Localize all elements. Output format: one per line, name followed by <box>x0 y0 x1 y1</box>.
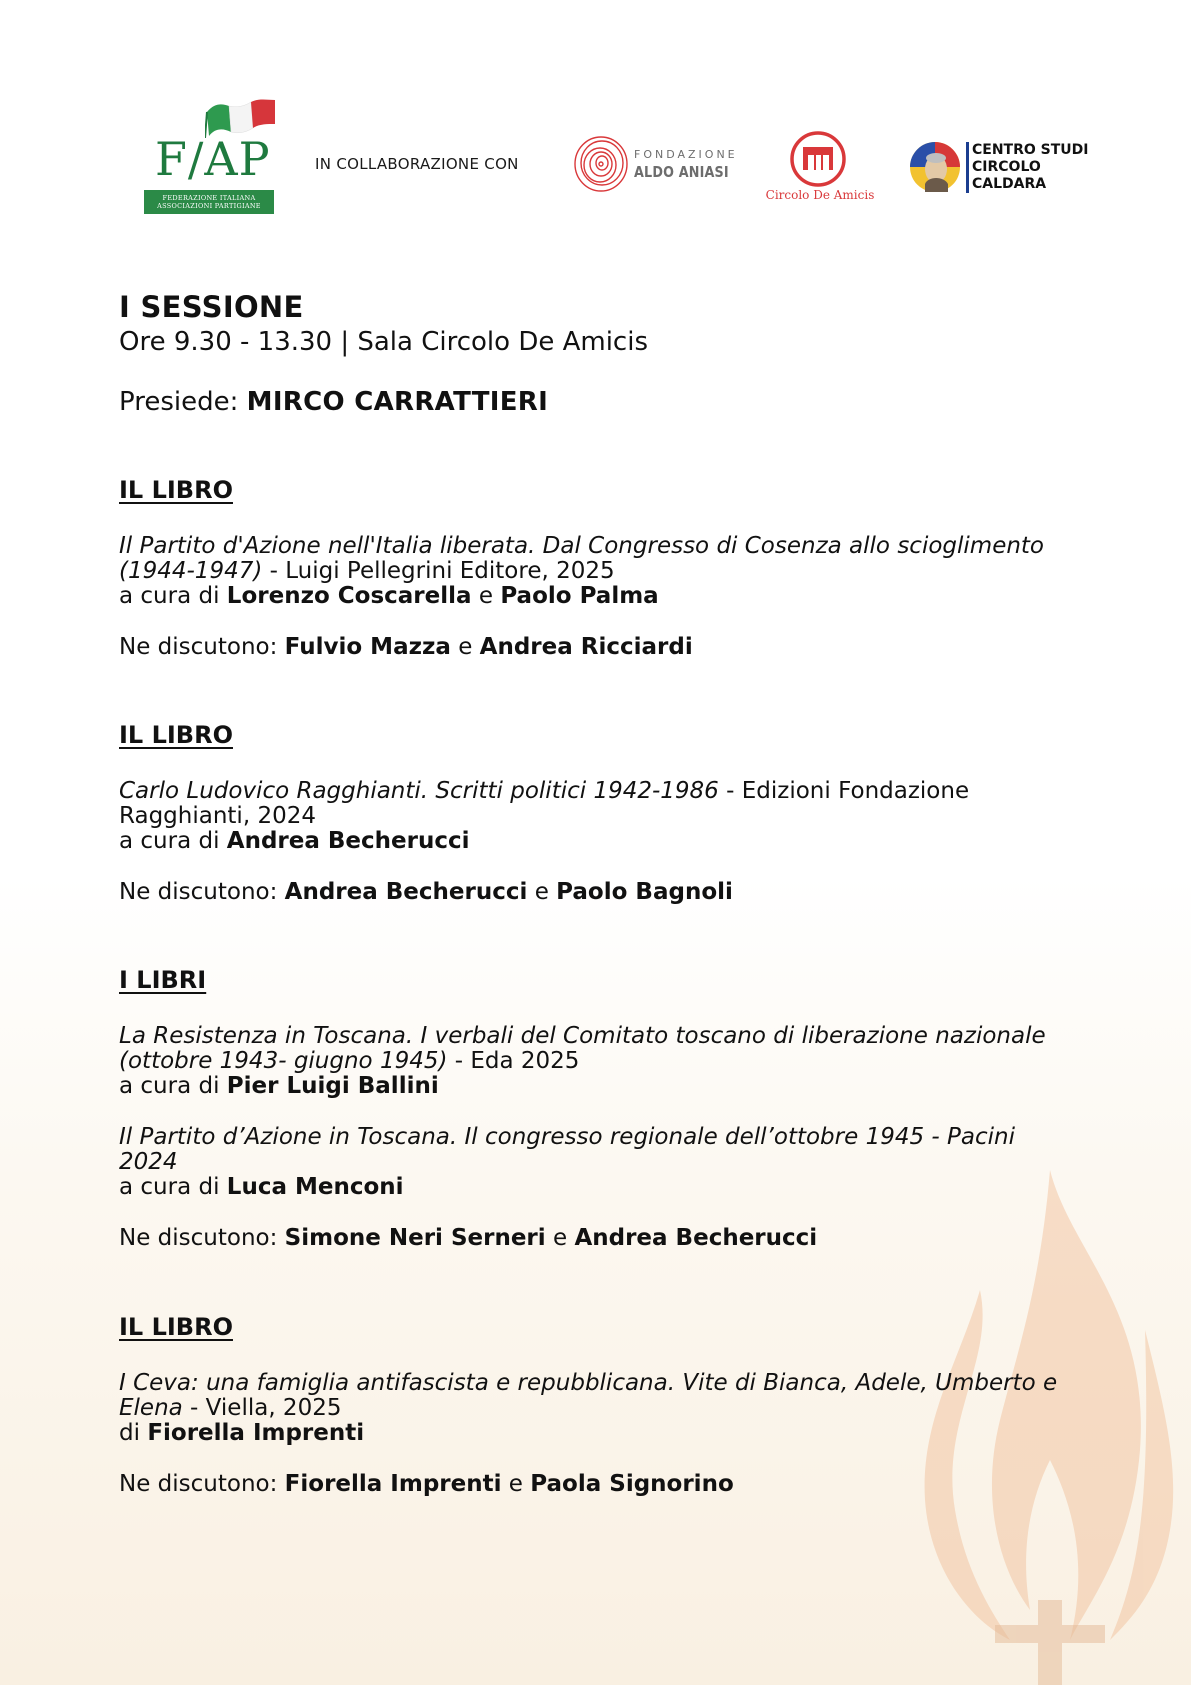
editor-prefix: a cura di <box>119 1073 227 1099</box>
discussant-name: Fulvio Mazza <box>284 634 451 660</box>
discussant-name: Simone Neri Serneri <box>284 1225 546 1251</box>
book-publisher: - Edizioni Fondazione Ragghianti, 2024 <box>119 778 970 829</box>
book-title: Carlo Ludovico Ragghianti. Scritti politici 1942-1986 <box>119 778 719 804</box>
centro-studi-caldara-logo <box>908 140 1089 198</box>
de-amicis-emblem-icon <box>760 130 880 188</box>
book-entry <box>119 779 1079 854</box>
presiede-line <box>119 387 548 417</box>
fiap-band-line2: ASSOCIAZIONI PARTIGIANE <box>157 202 261 210</box>
fiap-logo <box>143 96 276 216</box>
book-entry <box>119 1024 1079 1099</box>
fondazione-aniasi-logo <box>572 133 738 199</box>
collaboration-text: IN COLLABORAZIONE CON <box>315 155 519 173</box>
session-time-place: Ore 9.30 - 13.30 | Sala Circolo De Amicis <box>119 327 649 357</box>
book-publisher: - Luigi Pellegrini Editore, 2025 <box>262 558 615 584</box>
section-heading: IL LIBRO <box>119 721 233 749</box>
book-publisher: - Viella, 2025 <box>182 1395 342 1421</box>
book-title: I Ceva: una famiglia antifascista e repubblicana. Vite di Bianca, Adele, Umberto e Elena <box>119 1370 1058 1421</box>
section-heading: IL LIBRO <box>119 476 233 504</box>
editor-name: Paolo Palma <box>500 583 659 609</box>
section-heading: I LIBRI <box>119 966 207 994</box>
book-entry <box>119 1125 1079 1200</box>
caldara-line2: CIRCOLO <box>972 159 1041 175</box>
discussants-line <box>119 1472 1079 1497</box>
editor-join: e <box>471 583 501 609</box>
editor-prefix: a cura di <box>119 1174 227 1200</box>
caldara-line3: CALDARA <box>972 176 1047 192</box>
discussant-name: Andrea Ricciardi <box>479 634 693 660</box>
session-title: I SESSIONE <box>119 290 304 324</box>
presiede-name: MIRCO CARRATTIERI <box>246 387 549 417</box>
circolo-de-amicis-logo <box>760 130 880 205</box>
discussant-join: e <box>527 879 557 905</box>
section-1 <box>119 476 1079 660</box>
editor-name: Luca Menconi <box>226 1174 404 1200</box>
discussant-join: e <box>545 1225 575 1251</box>
book-title: Il Partito d'Azione nell'Italia liberata. Dal Congresso di Cosenza allo scioglimento (1944-1947) <box>119 533 1045 584</box>
section-heading: IL LIBRO <box>119 1313 233 1341</box>
fiap-band-line1: FEDERAZIONE ITALIANA <box>162 194 256 202</box>
discussant-name: Paolo Bagnoli <box>556 879 733 905</box>
editor-name: Andrea Becherucci <box>226 828 470 854</box>
editor-prefix: a cura di <box>119 828 227 854</box>
section-2 <box>119 721 1079 905</box>
fiap-wordmark: F/AP <box>155 132 271 186</box>
book-entry <box>119 534 1079 609</box>
section-4 <box>119 1313 1079 1497</box>
discussants-label: Ne discutono: <box>119 879 285 905</box>
discussants-label: Ne discutono: <box>119 634 285 660</box>
book-entry <box>119 1371 1079 1446</box>
discussant-name: Andrea Becherucci <box>574 1225 818 1251</box>
header-logos <box>0 0 1191 240</box>
editor-name: Pier Luigi Ballini <box>226 1073 439 1099</box>
discussants-label: Ne discutono: <box>119 1471 285 1497</box>
aniasi-spiral-icon <box>572 133 630 195</box>
editor-name: Lorenzo Coscarella <box>226 583 472 609</box>
de-amicis-label: Circolo De Amicis <box>765 188 875 202</box>
discussants-line <box>119 1226 1079 1251</box>
editor-name: Fiorella Imprenti <box>147 1420 365 1446</box>
discussants-line <box>119 880 1079 905</box>
discussant-name: Andrea Becherucci <box>284 879 528 905</box>
book-title: Il Partito d’Azione in Toscana. Il congresso regionale dell’ottobre 1945 - Pacini 2024 <box>119 1124 1015 1175</box>
presiede-label: Presiede: <box>119 387 239 417</box>
discussant-name: Paola Signorino <box>530 1471 734 1497</box>
discussant-join: e <box>501 1471 531 1497</box>
book-title: La Resistenza in Toscana. I verbali del Comitato toscano di liberazione nazionale (ottobre 1943- giugno 1945) <box>119 1023 1046 1074</box>
discussant-name: Fiorella Imprenti <box>284 1471 502 1497</box>
editor-prefix: di <box>119 1420 148 1446</box>
discussants-line <box>119 635 1079 660</box>
aniasi-line1: FONDAZIONE <box>634 148 738 161</box>
editor-prefix: a cura di <box>119 583 227 609</box>
caldara-line1: CENTRO STUDI <box>972 142 1089 158</box>
discussants-label: Ne discutono: <box>119 1225 285 1251</box>
aniasi-line2: ALDO ANIASI <box>634 163 729 181</box>
fiap-band <box>144 190 274 214</box>
discussant-join: e <box>450 634 480 660</box>
section-3 <box>119 966 1079 1251</box>
book-publisher: - Eda 2025 <box>447 1048 580 1074</box>
caldara-text <box>966 142 1089 193</box>
caldara-portrait-icon <box>908 140 962 194</box>
